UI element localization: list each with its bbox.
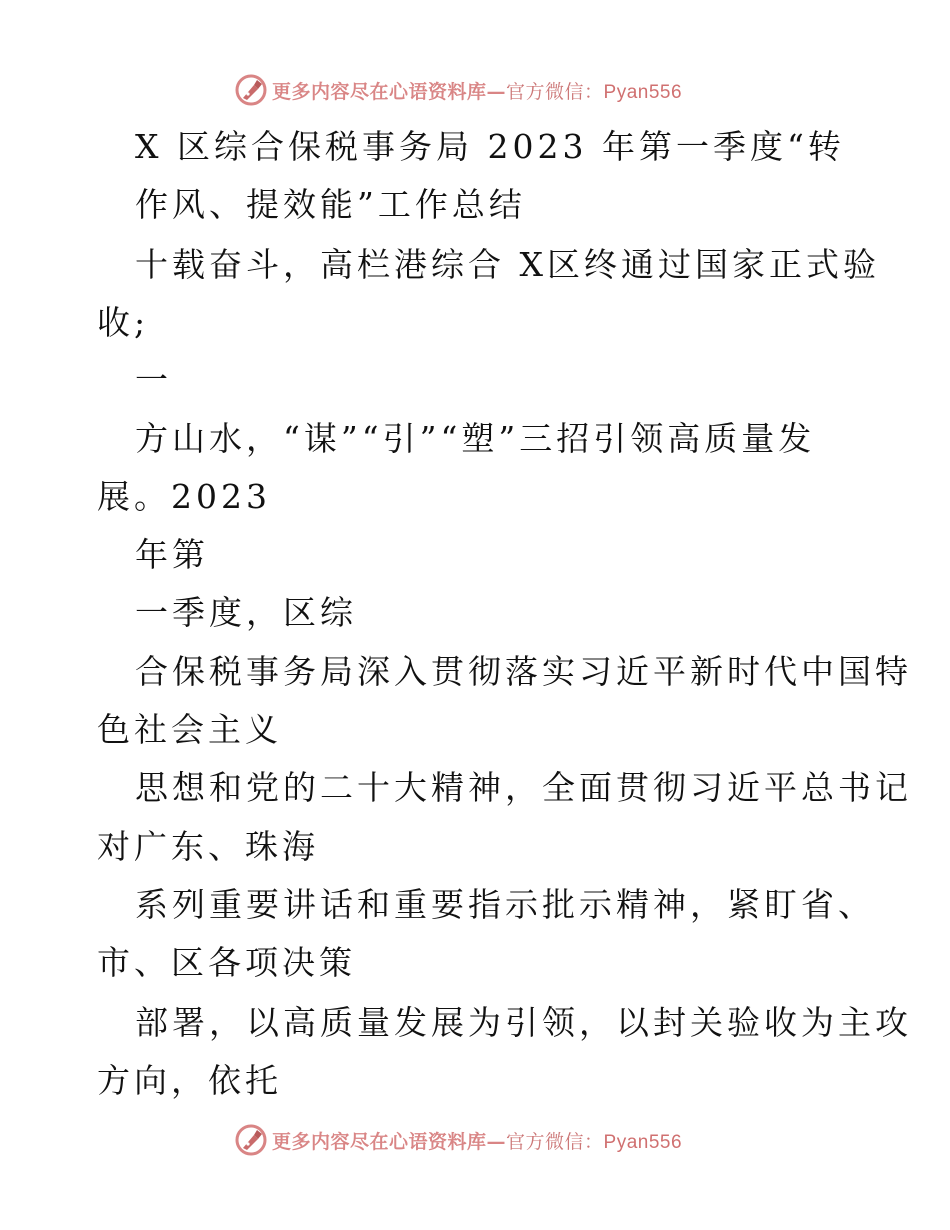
- watermark-text: [272, 1127, 682, 1154]
- text-line: 合保税事务局深入贯彻落实习近平新时代中国特: [135, 652, 912, 691]
- text-line: 对广东、珠海: [97, 827, 319, 866]
- watermark-dash: —: [486, 1130, 507, 1153]
- text-line: 方山水，“谋”“引”“塑”三招引领高质量发: [135, 419, 816, 458]
- watermark-brand: 更多内容尽在心语资料库: [272, 80, 487, 103]
- watermark-wechat-id: Pyan556: [603, 1131, 683, 1153]
- text-line: 收;: [97, 303, 150, 342]
- watermark-dash: —: [486, 80, 507, 103]
- text-line: 思想和党的二十大精神，全面贯彻习近平总书记: [135, 768, 912, 807]
- text-line: 一: [135, 360, 172, 399]
- text-line: 展。2023: [97, 477, 271, 516]
- watermark-brand: 更多内容尽在心语资料库: [272, 1130, 487, 1153]
- watermark-header: [234, 72, 682, 108]
- watermark-wechat-label: 官方微信：: [506, 80, 604, 103]
- text-line: 系列重要讲话和重要指示批示精神，紧盯省、: [135, 885, 875, 924]
- text-line: 年第: [135, 535, 209, 574]
- watermark-text: [272, 77, 682, 104]
- watermark-footer: [234, 1122, 682, 1158]
- watermark-wechat-label: 官方微信：: [506, 1130, 604, 1153]
- text-line: 方向，依托: [97, 1061, 282, 1100]
- pen-nib-circle-icon: [234, 1123, 268, 1157]
- text-line: 十载奋斗，高栏港综合 X区终通过国家正式验: [135, 245, 880, 284]
- text-line: 市、区各项决策: [97, 943, 356, 982]
- text-line: 色社会主义: [97, 710, 282, 749]
- watermark-wechat-id: Pyan556: [603, 81, 683, 103]
- title-line-1: X 区综合保税事务局 2023 年第一季度“转: [135, 127, 845, 166]
- title-line-2: 作风、提效能”工作总结: [135, 185, 526, 224]
- text-line: 部署，以高质量发展为引领，以封关验收为主攻: [135, 1003, 912, 1042]
- text-line: 一季度，区综: [135, 593, 357, 632]
- pen-nib-circle-icon: [234, 73, 268, 107]
